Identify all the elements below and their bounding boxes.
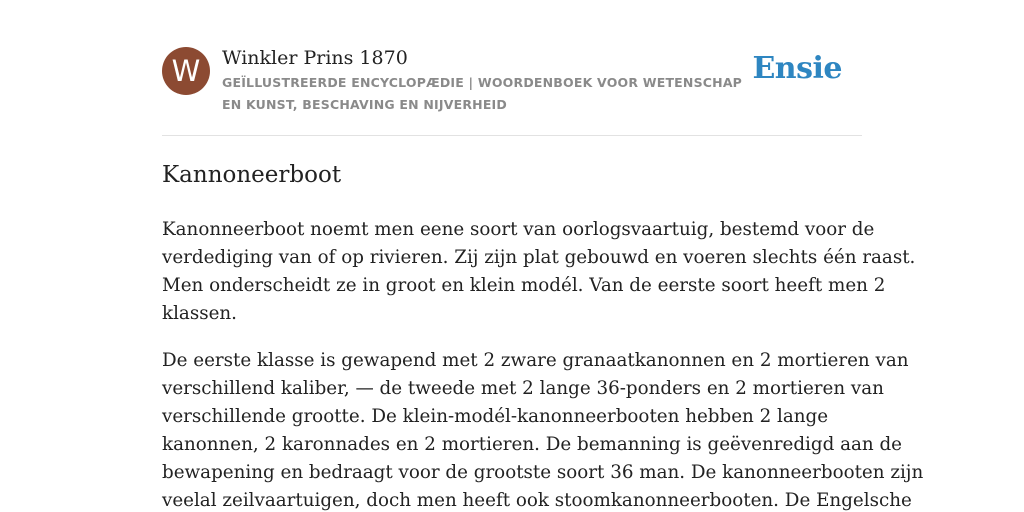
- paragraph-line: Kanonneerboot noemt men eene soort van oorlogsvaartuig, bestemd voor de: [162, 219, 875, 240]
- paragraph-line: veelal zeilvaartuigen, doch men heeft ook stoomkanonneerbooten. De Engelsche: [162, 490, 912, 511]
- article-paragraph-1: [162, 216, 916, 328]
- paragraph-line: De eerste klasse is gewapend met 2 zware granaatkanonnen en 2 mortieren van: [162, 350, 909, 371]
- paragraph-line: verschillend kaliber, — de tweede met 2 lange 36-ponders en 2 mortieren van: [162, 378, 884, 399]
- paragraph-line: verschillende grootte. De klein-modél-kanonneerbooten hebben 2 lange: [162, 406, 829, 427]
- paragraph-line: kanonnen, 2 karonnades en 2 mortieren. De bemanning is geëvenredigd aan de: [162, 434, 902, 455]
- source-subtitle: GEÏLLUSTREERDE ENCYCLOPÆDIE | WOORDENBOEK VOOR WETENSCHAP EN KUNST, BESCHAVING EN NIJVERHEID: [222, 75, 743, 112]
- paragraph-line: klassen.: [162, 303, 237, 324]
- ensie-logo-link[interactable]: Ensie: [752, 51, 842, 86]
- source-title-link[interactable]: Winkler Prins 1870: [222, 47, 408, 69]
- page-container: [162, 0, 924, 512]
- source-avatar[interactable]: W: [162, 47, 210, 95]
- paragraph-line: bewapening en bedraagt voor de grootste soort 36 man. De kanonneerbooten zijn: [162, 462, 924, 483]
- paragraph-line: Men onderscheidt ze in groot en klein modél. Van de eerste soort heeft men 2: [162, 275, 886, 296]
- paragraph-line: verdediging van of op rivieren. Zij zijn plat gebouwd en voeren slechts één raast.: [162, 247, 916, 268]
- article-title: Kannoneerboot: [162, 162, 342, 188]
- article-paragraph-2: [162, 347, 924, 512]
- source-header: [162, 0, 862, 136]
